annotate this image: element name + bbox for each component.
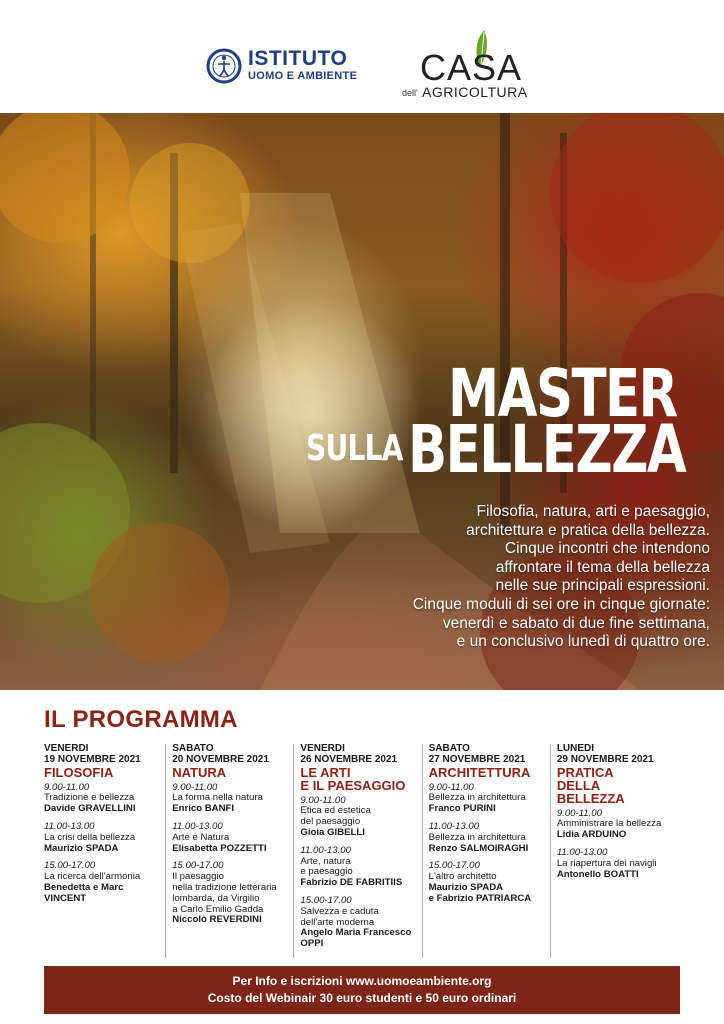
program-columns <box>38 744 678 958</box>
session-topic: La crisi della bellezza <box>44 831 136 843</box>
istituto-subtitle: UOMO E AMBIENTE <box>248 70 358 82</box>
casa-dell: dell' <box>402 88 418 98</box>
header <box>0 0 724 113</box>
session-speaker: VINCENT <box>44 892 87 904</box>
title-master: MASTER <box>448 355 677 432</box>
session-topic: Tradizione e bellezza <box>44 792 135 804</box>
session-speaker: Angelo Maria Francesco <box>300 927 412 939</box>
session-speaker: Fabrizio DE FABRITIIS <box>300 877 403 889</box>
session-topic: Arte e Natura <box>172 831 230 843</box>
session <box>429 822 544 854</box>
program-day-column <box>294 744 422 958</box>
session <box>44 822 159 854</box>
description-line: e un conclusivo lunedì di quattro ore. <box>456 633 710 651</box>
session-speaker: Antonello BOATTI <box>556 868 639 880</box>
info-line: Per Info e iscrizioni www.uomoeambiente.org <box>232 974 492 988</box>
day-theme: LE ARTI <box>300 764 351 780</box>
title-bellezza: BELLEZZA <box>408 411 686 488</box>
session-time: 11.00-13.00 <box>428 820 480 832</box>
session-topic: L'altro architetto <box>428 871 497 883</box>
session-topic: nella tradizione letteraria <box>172 881 277 893</box>
day-date: 26 NOVEMBRE 2021 <box>300 753 398 765</box>
session-time: 9.00-11.00 <box>428 781 474 793</box>
session <box>172 822 287 854</box>
session-time: 15.00-17.00 <box>172 860 224 872</box>
session-time: 11.00-13.00 <box>44 820 95 832</box>
session-speaker: Davide GRAVELLINI <box>44 803 136 815</box>
session-topic: Bellezza in architettura <box>428 831 526 843</box>
casa-word: CASA <box>420 47 523 88</box>
day-name: VENERDÌ <box>44 744 89 754</box>
istituto-logo <box>206 48 357 84</box>
casa-agricoltura-word: AGRICOLTURA <box>422 84 528 100</box>
session-time: 15.00-17.00 <box>300 894 352 906</box>
day-name: SABATO <box>428 744 470 754</box>
session <box>557 848 672 880</box>
session-topic: lombarda, da Virgilio <box>172 892 260 904</box>
session <box>44 861 159 904</box>
session-topic: La riapertura dei navigli <box>556 857 657 869</box>
session-topic: Il paesaggio <box>172 871 224 883</box>
session-topic: dell'arte moderna <box>300 916 375 928</box>
day-name: LUNEDÌ <box>556 744 595 754</box>
day-name: SABATO <box>172 744 214 754</box>
title-sulla: SULLA <box>306 428 403 469</box>
casa-agricoltura-logo <box>388 28 528 100</box>
session <box>429 783 544 815</box>
session <box>429 861 544 904</box>
session-speaker: Franco PURINI <box>428 803 496 815</box>
program-day-column <box>423 744 551 958</box>
session <box>557 809 672 841</box>
program-day-column <box>166 744 294 958</box>
session-speaker: Niccolò REVERDINI <box>172 914 262 926</box>
hero-description <box>330 503 710 652</box>
session-speaker: Elisabetta POZZETTI <box>172 842 267 854</box>
day-date: 20 NOVEMBRE 2021 <box>172 753 269 765</box>
day-theme: NATURA <box>172 764 227 780</box>
day-date: 19 NOVEMBRE 2021 <box>44 753 141 765</box>
description-line: Cinque moduli di sei ore in cinque giornate: <box>412 595 710 613</box>
day-theme: ARCHITETTURA <box>428 764 531 780</box>
session-speaker: OPPI <box>300 938 324 950</box>
session-topic: La ricerca dell'armonia <box>44 871 141 883</box>
session-speaker: Maurizio SPADA <box>428 881 504 893</box>
session-topic: Etica ed estetica <box>300 805 371 817</box>
session-time: 11.00-13.00 <box>300 844 351 856</box>
session-topic: Arte, natura <box>300 855 351 867</box>
program-day-column <box>551 744 678 958</box>
description-line: affrontare il tema della bellezza <box>495 558 710 576</box>
session-speaker: Gioia GIBELLI <box>300 826 365 838</box>
session-topic: Salvezza e caduta <box>300 905 379 917</box>
session <box>300 846 415 889</box>
session-time: 9.00-11.00 <box>172 781 218 793</box>
session-topic: Bellezza in architettura <box>428 792 526 804</box>
session <box>172 861 287 926</box>
program-day-column <box>38 744 166 958</box>
session <box>44 783 159 815</box>
session-speaker: Maurizio SPADA <box>44 842 119 854</box>
session-topic: Amministrare la bellezza <box>556 818 662 830</box>
session-speaker: Lidia ARDUINO <box>556 829 627 841</box>
session <box>172 783 287 815</box>
session-speaker: e Fabrizio PATRIARCA <box>428 892 532 904</box>
session-speaker: Benedetta e Marc <box>44 881 124 893</box>
cost-line: Costo del Webinair 30 euro studenti e 50 euro ordinari <box>207 991 517 1005</box>
description-line: Filosofia, natura, arti e paesaggio, <box>476 503 710 520</box>
description-line: architettura e pratica della bellezza. <box>466 521 710 539</box>
istituto-emblem-icon <box>206 48 242 84</box>
session-topic: La forma nella natura <box>172 792 263 804</box>
info-footer <box>44 966 680 1014</box>
session-time: 9.00-11.00 <box>556 807 602 819</box>
session-topic: a Carlo Emilio Gadda <box>172 903 264 915</box>
day-date: 29 NOVEMBRE 2021 <box>556 753 654 765</box>
session-topic: e paesaggio <box>300 866 353 878</box>
session <box>300 896 415 950</box>
istituto-name: ISTITUTO <box>248 47 348 70</box>
program-title: IL PROGRAMMA <box>44 706 238 733</box>
day-theme: E IL PAESAGGIO <box>300 777 406 793</box>
session-time: 9.00-11.00 <box>300 794 346 806</box>
session-speaker: Renzo SALMOIRAGHI <box>428 842 529 854</box>
session-time: 11.00-13.00 <box>556 846 608 858</box>
session-time: 15.00-17.00 <box>44 860 96 872</box>
session-time: 15.00-17.00 <box>428 860 480 872</box>
description-line: nelle sue principali espressioni. <box>495 577 710 595</box>
day-date: 27 NOVEMBRE 2021 <box>428 753 526 765</box>
day-theme: DELLA <box>556 777 601 793</box>
session-time: 11.00-13.00 <box>172 820 223 832</box>
description-line: venerdì e sabato di due fine settimana, <box>442 614 710 632</box>
session-speaker: Enrico BANFI <box>172 803 235 815</box>
day-theme: FILOSOFIA <box>44 764 114 780</box>
session-topic: del paesaggio <box>300 816 361 828</box>
day-name: VENERDÌ <box>300 744 345 754</box>
session <box>300 796 415 839</box>
hero-forest-image <box>0 113 724 690</box>
day-theme: PRATICA <box>556 764 614 780</box>
description-line: Cinque incontri che intendono <box>504 540 710 558</box>
day-theme: BELLEZZA <box>556 790 625 806</box>
session-time: 9.00-11.00 <box>44 781 90 793</box>
